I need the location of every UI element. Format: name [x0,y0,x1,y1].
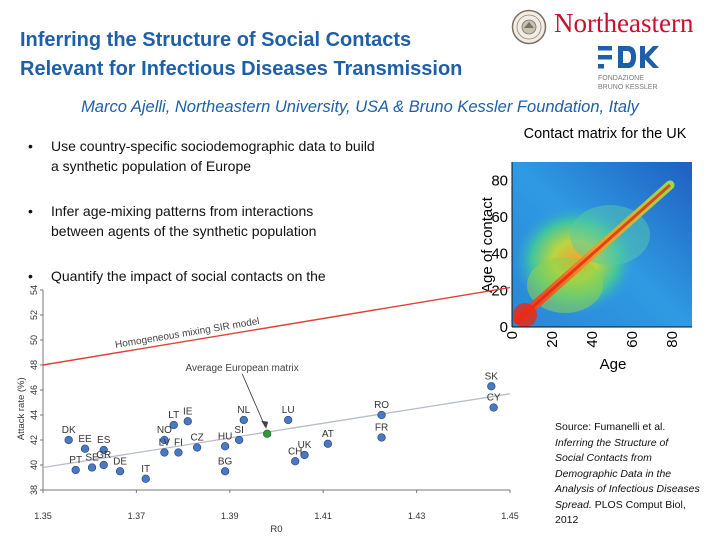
bullet-3-line-1: Quantify the impact of social contacts on the [51,268,326,284]
average-arrow-head-icon [261,421,268,429]
y-axis-label: Attack rate (%) [16,377,27,441]
country-label-cy: CY [486,392,501,404]
country-label-at: AT [321,428,334,440]
contact-matrix-x-tick: 40 [584,331,601,348]
source-line-4: Analysis of Infectious Diseases [555,483,700,495]
country-label-ch: CH [287,446,303,458]
x-tick-label: 1.37 [127,511,146,521]
source-prefix: Source: Fumanelli et al. [555,421,666,433]
country-point-nl [240,416,248,424]
x-tick-label: 1.45 [501,511,519,521]
country-point-cz [193,444,201,452]
country-point-lv [161,449,169,457]
country-point-it [142,475,150,483]
country-label-fr: FR [374,422,389,434]
country-label-cz: CZ [190,432,204,444]
country-label-es: ES [97,435,111,446]
northeastern-logo: Northeastern [554,8,694,38]
y-tick-label: 40 [29,459,39,471]
fbk-logo [598,44,660,92]
country-label-pt: PT [69,455,83,466]
bullet-dot-icon: • [28,203,33,219]
bullet-dot-icon: • [28,138,33,154]
source-line-1: Inferring the Structure of [555,436,669,449]
country-point-sk [488,382,496,390]
contact-matrix-y-tick: 0 [499,319,508,336]
bullet-1-line-1: Use country-specific sociodemographic data to build [51,138,375,154]
x-tick-label: 1.41 [314,511,332,521]
homogeneous-sir-line [43,288,510,366]
country-label-gr: GR [96,450,112,461]
x-tick-label: 1.35 [34,511,52,521]
attack-rate-scatter-chart [0,280,560,540]
x-tick-label: 1.43 [407,511,426,521]
source-line-3: Demographic Data in the [555,467,672,480]
university-seal-icon [511,9,547,45]
contact-matrix-xlabel: Age [599,356,627,373]
x-tick-label: 1.39 [221,511,239,521]
contact-matrix-y-tick: 60 [491,209,508,226]
y-tick-label: 44 [29,409,39,421]
country-label-nl: NL [237,405,251,416]
homogeneous-sir-label: Homogeneous mixing SIR model [114,316,261,351]
country-label-uk: UK [297,440,312,451]
country-label-lu: LU [281,405,295,416]
title-line-2: Relevant for Infectious Diseases Transmission [20,58,463,80]
title-line-1: Inferring the Structure of Social Contacts [20,29,412,51]
country-label-de: DE [113,456,128,468]
bullet-1-line-2: a synthetic population of Europe [51,158,252,174]
country-label-se: SE [85,452,99,464]
country-point-fi [175,449,183,457]
country-point-pt [72,466,80,474]
y-tick-label: 52 [29,309,39,321]
source-year: 2012 [555,514,579,526]
country-point-dk [65,436,73,444]
y-tick-label: 46 [29,384,39,396]
source-citation [555,420,720,529]
authors-line: Marco Ajelli, Northeastern University, USA & Bruno Kessler Foundation, Italy [81,98,639,116]
country-point-ch [291,457,299,465]
fbk-logo-line-2: BRUNO KESSLER [598,84,658,91]
country-point-at [324,440,332,448]
country-point-de [116,467,124,475]
country-point-hu [221,442,229,450]
country-label-fi: FI [173,437,183,449]
bullet-2-line-1: Infer age-mixing patterns from interactions [51,203,314,219]
country-label-si: SI [234,425,244,436]
country-label-hu: HU [217,431,233,443]
y-tick-label: 48 [29,359,39,371]
fbk-logo-line-1: FONDAZIONE [598,75,644,82]
contact-matrix-x-tick: 0 [504,331,521,340]
country-label-ee: EE [78,433,92,445]
country-point-bg [221,467,229,475]
contact-matrix-x-tick: 60 [624,331,641,348]
y-tick-label: 42 [29,434,39,446]
country-label-lt: LT [168,410,180,421]
country-label-dk: DK [61,425,76,436]
country-label-no: NO [156,425,172,436]
y-tick-label: 54 [29,284,39,296]
average-matrix-label: Average European matrix [185,362,299,374]
country-label-lv: LV [158,437,171,449]
contact-matrix-title: Contact matrix for the UK [523,126,687,142]
contact-matrix-x-tick: 80 [664,331,681,348]
contact-matrix-y-tick: 20 [491,282,508,300]
y-tick-label: 38 [29,484,39,496]
bullet-dot-icon: • [28,268,33,284]
country-label-bg: BG [217,456,233,468]
country-point-cy [490,404,498,412]
country-point-ee [81,445,89,453]
country-point-ie [184,417,192,425]
bullet-2-line-2: between agents of the synthetic population [51,223,317,239]
source-line-2: Social Contacts from [555,452,652,464]
country-point-se [88,464,96,472]
x-axis-label: R0 [270,524,283,535]
source-line-5: Spread. [555,498,592,511]
y-tick-label: 50 [29,334,39,346]
source-journal: PLOS Comput Biol, [591,498,686,511]
country-label-sk: SK [484,371,498,383]
contact-matrix-y-tick: 40 [491,245,508,263]
poster-title [20,26,520,84]
average-matrix-point [263,430,271,438]
country-point-gr [100,461,108,469]
country-point-fr [378,434,386,442]
contact-matrix-y-tick: 80 [491,172,508,190]
country-point-ro [378,411,386,419]
contact-matrix-x-tick: 20 [544,331,561,348]
contact-matrix-ylabel: Age of contact [479,197,496,293]
country-label-ro: RO [374,400,390,411]
country-point-lu [284,416,292,424]
country-label-it: IT [141,463,151,475]
country-point-si [235,436,243,444]
country-label-ie: IE [183,406,193,418]
